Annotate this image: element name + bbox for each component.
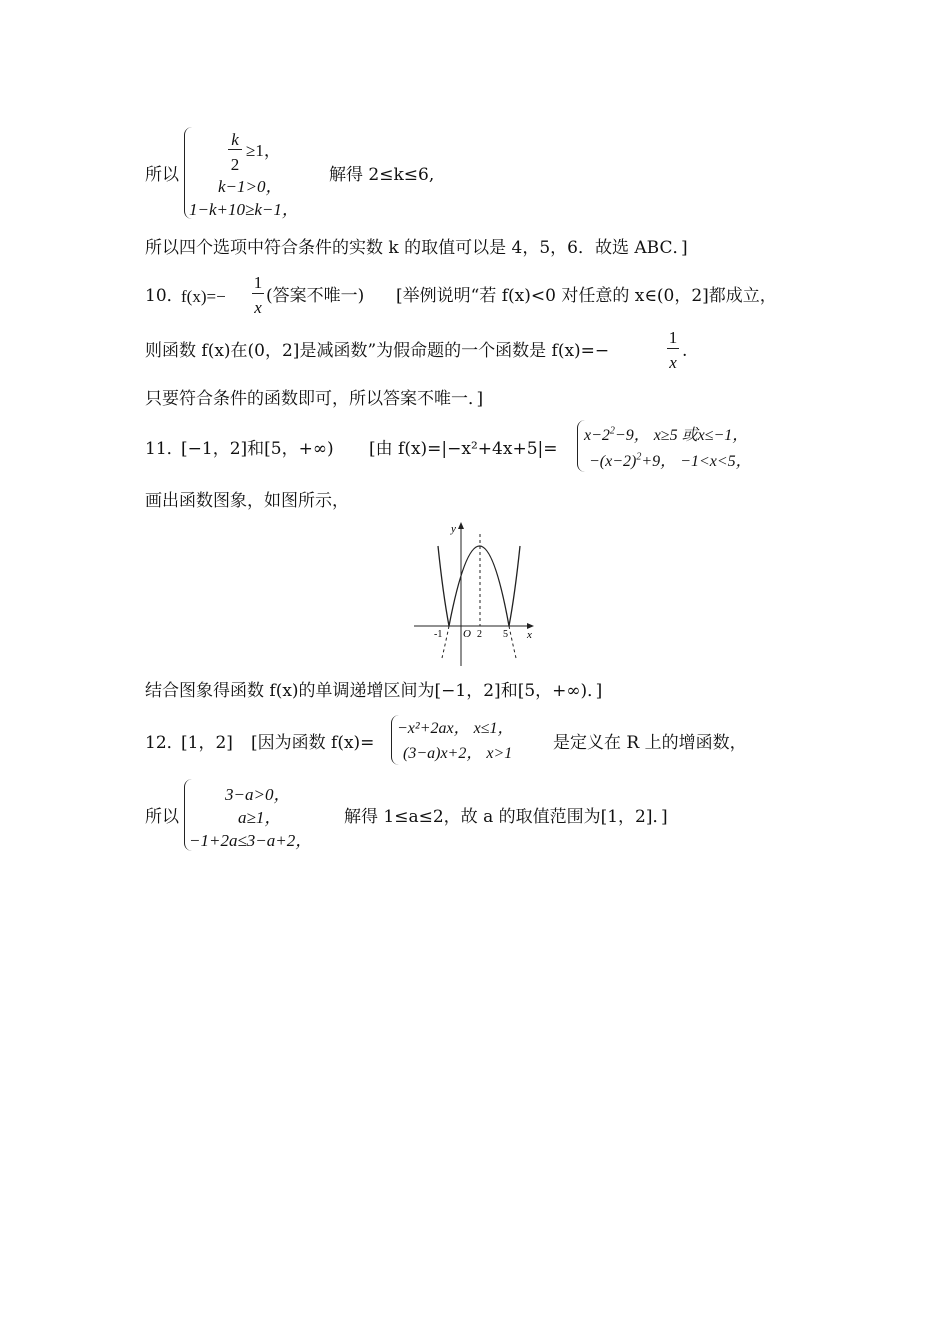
solution-text: 解得 1≤a≤2，故 a 的取值范围为[1，2]．] [344, 807, 668, 827]
lead-text: 所以 [145, 165, 179, 185]
piecewise-case: −x²+2ax， x≤1， [397, 720, 514, 737]
function-graph [410, 516, 540, 668]
origin-label: O [463, 628, 471, 640]
explanation-text: [举例说明“若 f(x)<0 对任意的 x∈(0，2]都成立， [396, 286, 777, 306]
fraction-bar [228, 149, 242, 150]
system-line: 1−k+10≥k−1， [189, 200, 299, 219]
explanation-text: 则函数 f(x)在(0，2]是减函数”为假命题的一个函数是 f(x)=− [145, 341, 610, 361]
tick-label: 5 [503, 629, 508, 640]
curve-left [438, 546, 449, 626]
explanation-text: [由 f(x)=|−x²+4x+5|= [369, 439, 558, 459]
period: . [682, 341, 688, 361]
system-line: ≥1， [246, 141, 281, 160]
piecewise-case: $-(x-2)^2+9$， −1<x<5， [589, 451, 752, 470]
fraction: k 2 [230, 130, 240, 174]
y-axis-arrow [458, 522, 464, 529]
fraction: 1 x [668, 328, 678, 372]
explanation-text: 只要符合条件的函数即可，所以答案不唯一．] [145, 389, 484, 409]
question-number: 11． [145, 439, 184, 459]
fraction: 1 x [253, 273, 263, 317]
system-line: −1+2a≤3−a+2， [189, 831, 313, 850]
system-line: a≥1， [238, 808, 282, 827]
conclusion-text: 所以四个选项中符合条件的实数 k 的取值可以是 4，5，6．故选 ABC．] [145, 238, 688, 258]
fraction-bar [252, 293, 264, 294]
dashed-right [509, 626, 516, 658]
explanation-text: [因为函数 f(x)= [251, 733, 375, 753]
tick-label: 2 [477, 629, 482, 640]
piecewise-case: (3−a)x+2， x>1 [403, 745, 513, 762]
system-line: 3−a>0， [225, 785, 291, 804]
lead-text: 所以 [145, 807, 179, 827]
conclusion-text: 结合图象得函数 f(x)的单调递增区间为[−1，2]和[5，+∞)．] [145, 681, 603, 701]
tick-label: -1 [434, 629, 443, 640]
question-number: 12． [145, 733, 184, 753]
answer-text: [−1，2]和[5，+∞) [181, 439, 334, 459]
curve-right [509, 546, 520, 626]
answer-expression: f(x)=− [181, 287, 226, 306]
answer-text: [1，2] [181, 733, 233, 753]
piecewise-case: $x-2^2-9$， x≥5 或x≤−1， [584, 425, 749, 444]
explanation-text: 画出函数图象，如图所示， [145, 491, 349, 511]
answer-note: (答案不唯一) [266, 286, 365, 306]
system-line: k−1>0， [218, 177, 283, 196]
explanation-text: 是定义在 R 上的增函数， [553, 733, 747, 753]
fraction-bar [667, 348, 679, 349]
x-axis-label: x [527, 629, 532, 641]
solution-text: 解得 2≤k≤6, [329, 165, 435, 185]
curve-middle [449, 546, 509, 626]
y-axis-label: y [451, 523, 456, 535]
dashed-left [442, 626, 449, 658]
question-number: 10． [145, 286, 184, 306]
